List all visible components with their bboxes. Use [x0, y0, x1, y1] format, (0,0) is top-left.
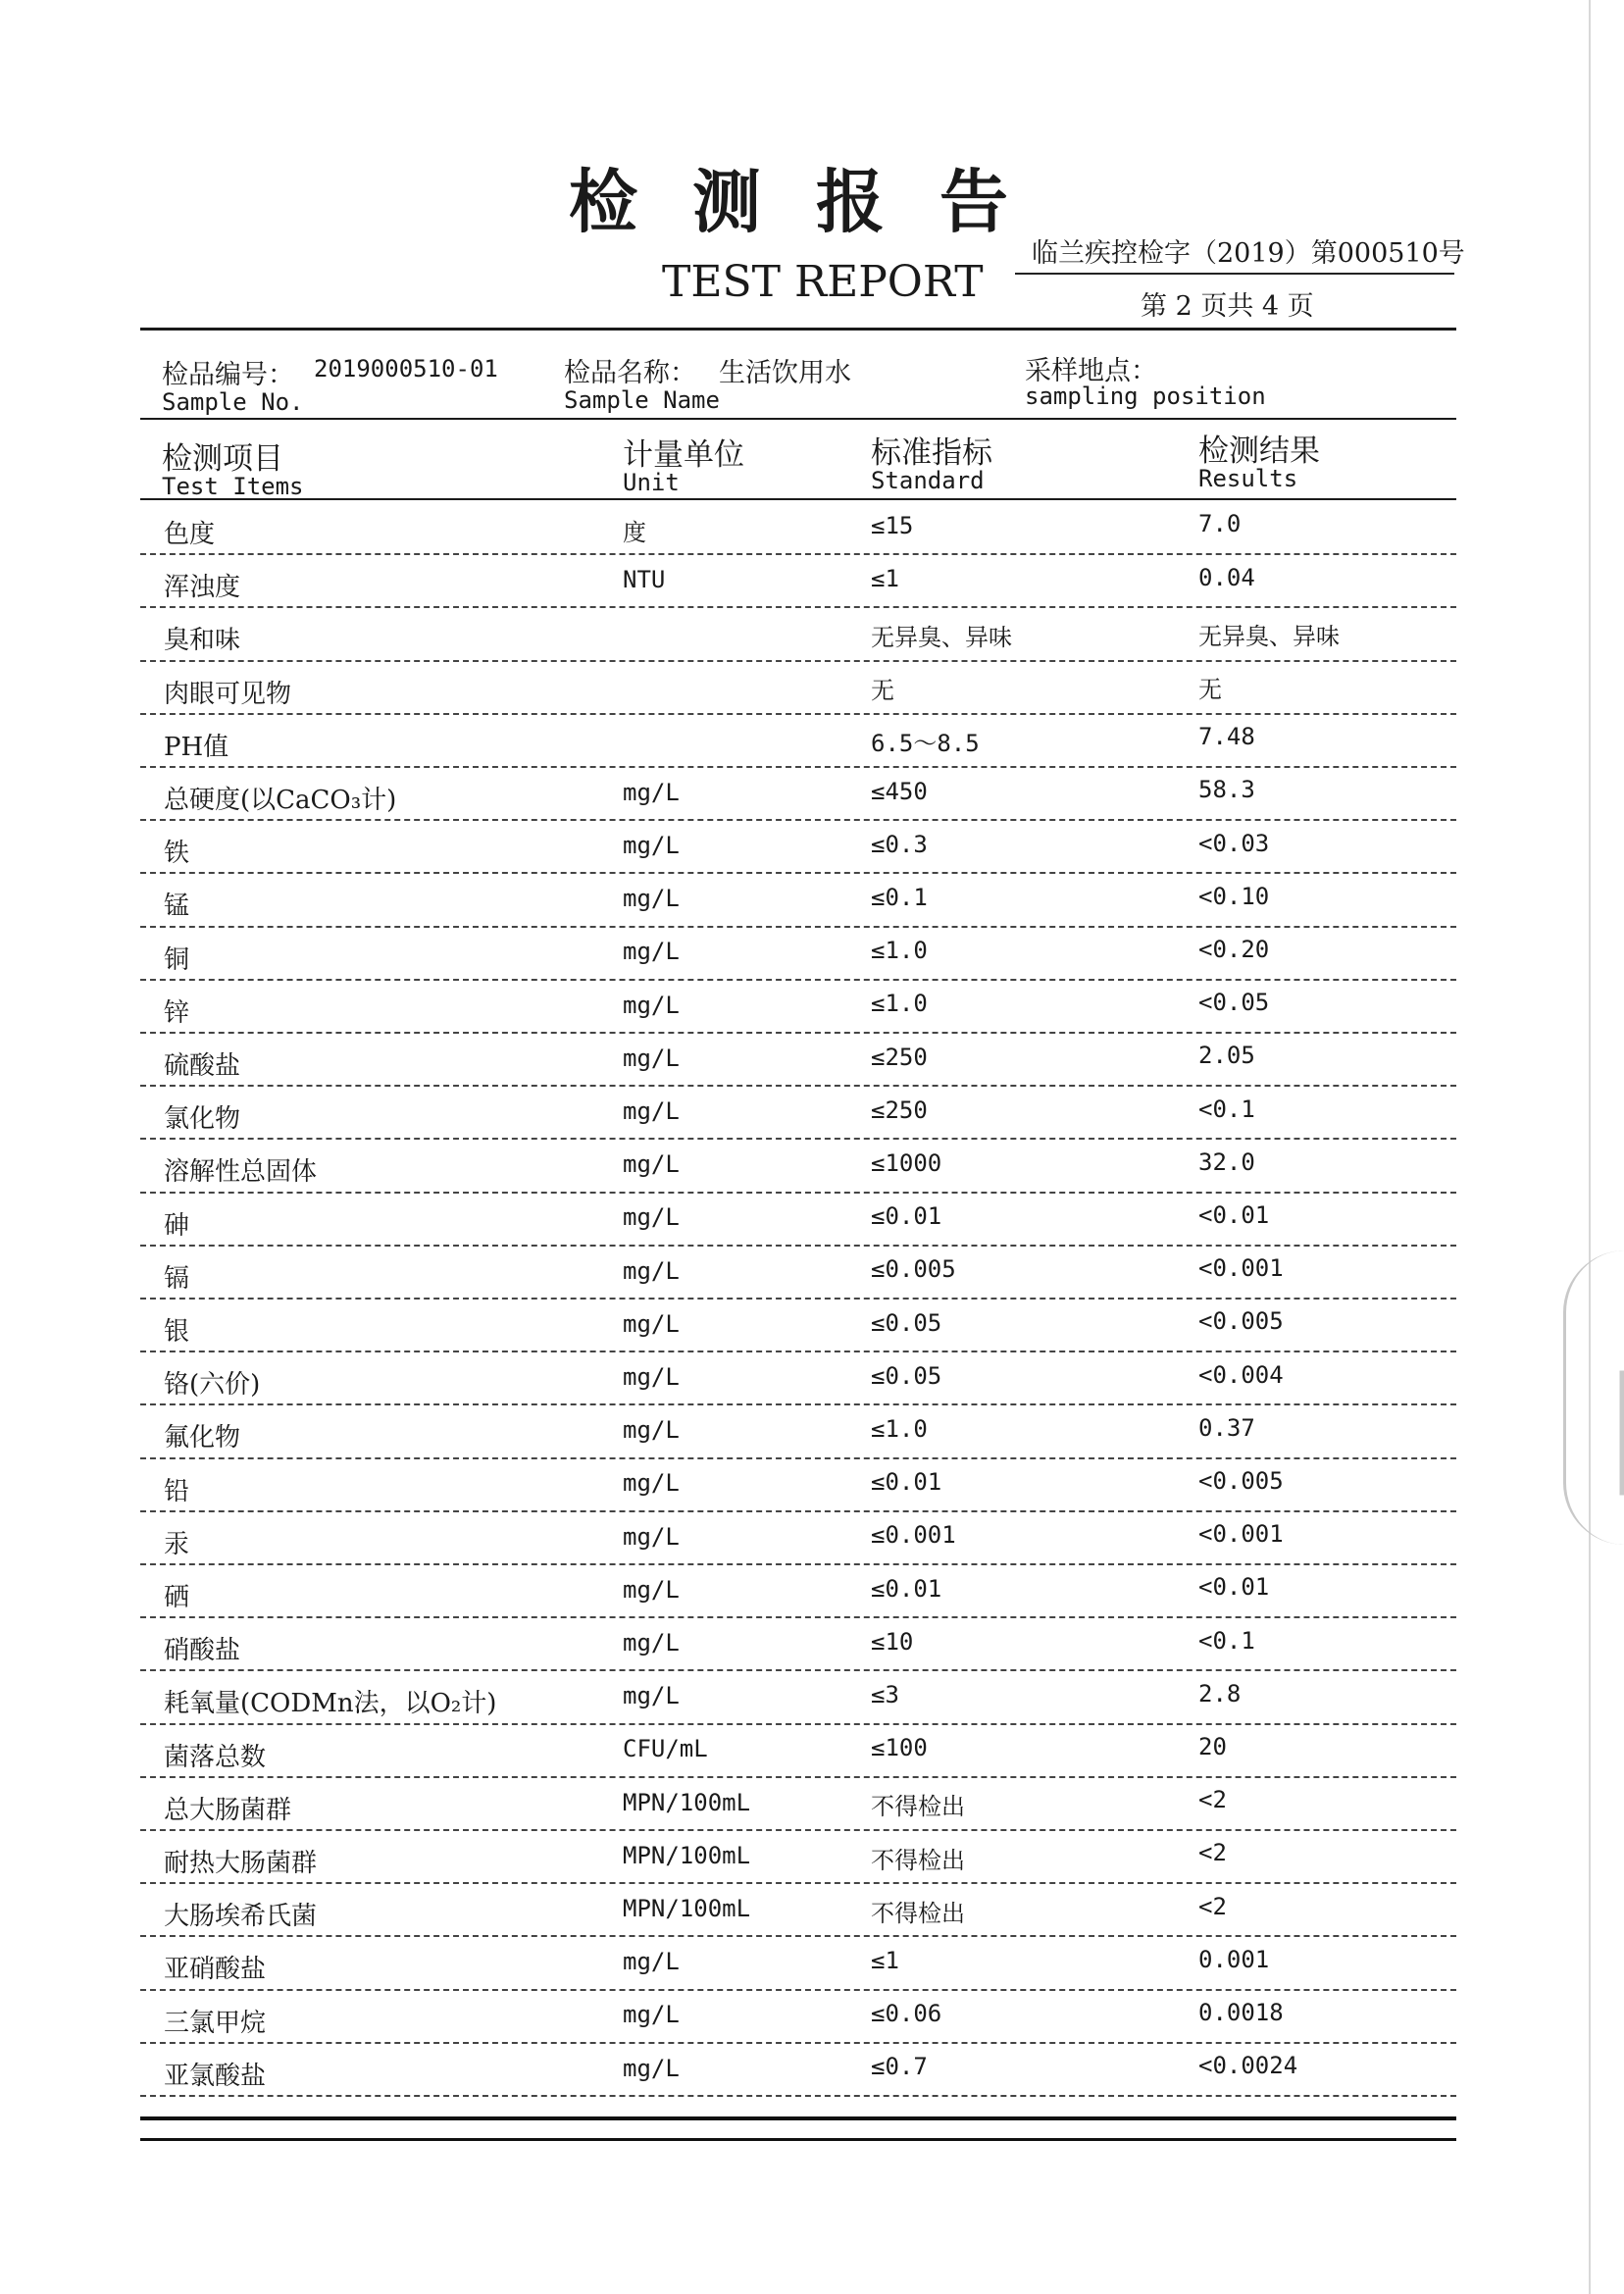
col-results-cn: 检测结果: [1198, 433, 1320, 469]
cell-item: 总大肠菌群: [164, 1795, 292, 1825]
report-title-en: TEST REPORT: [662, 257, 984, 307]
row-divider: [140, 766, 1456, 768]
cell-standard: ≤0.01: [871, 1574, 942, 1603]
cell-item: 氯化物: [164, 1104, 241, 1135]
cell-standard: ≤0.3: [871, 830, 928, 858]
cell-item: 镉: [164, 1263, 190, 1294]
col-standard-en: Standard: [871, 467, 985, 494]
row-divider: [140, 553, 1456, 555]
sample-no-label-en: Sample No.: [162, 388, 304, 416]
cell-unit: mg/L: [623, 1575, 680, 1604]
cell-standard: ≤1.0: [871, 990, 928, 1018]
page-number: 第 2 页共 4 页: [1141, 291, 1314, 322]
cell-result: 7.0: [1198, 510, 1242, 538]
col-items-en: Test Items: [162, 473, 304, 500]
cell-standard: ≤10: [871, 1627, 914, 1656]
cell-standard: ≤250: [871, 1043, 928, 1071]
cell-item: 锰: [164, 892, 190, 922]
cell-standard: ≤0.01: [871, 1202, 942, 1231]
cell-item: 亚硝酸盐: [164, 1955, 267, 1985]
cell-item: PH值: [164, 732, 229, 762]
cell-standard: ≤1.0: [871, 937, 928, 965]
cell-result: <0.10: [1198, 882, 1270, 910]
cell-result: <0.0024: [1198, 2052, 1298, 2080]
cell-item: 铁: [164, 839, 190, 869]
row-divider: [140, 1669, 1456, 1671]
cell-result: <0.005: [1198, 1467, 1284, 1495]
cell-unit: mg/L: [623, 1256, 680, 1285]
cell-unit: CFU/mL: [623, 1735, 708, 1763]
cell-result: <0.1: [1198, 1626, 1255, 1655]
cell-result: <0.005: [1198, 1307, 1284, 1336]
cell-standard: ≤0.05: [871, 1361, 942, 1390]
sampling-position-label-en: sampling position: [1025, 382, 1266, 410]
cell-standard: ≤1: [871, 1947, 899, 1974]
cell-standard: ≤15: [871, 511, 914, 539]
report-title-cn: 检测报告: [569, 161, 1063, 242]
cell-standard: ≤1: [871, 564, 899, 592]
cell-result: 32.0: [1198, 1147, 1255, 1176]
cell-result: <0.1: [1198, 1095, 1255, 1123]
cell-result: <0.20: [1198, 936, 1270, 963]
row-divider: [140, 2042, 1456, 2044]
cell-item: 铅: [164, 1476, 190, 1506]
row-divider: [140, 606, 1456, 608]
cell-result: <0.05: [1198, 989, 1270, 1017]
cell-standard: 无异臭、异味: [871, 624, 1012, 651]
cell-result: <2: [1198, 1786, 1227, 1814]
cell-item: 硫酸盐: [164, 1051, 241, 1081]
sample-name-label: 检品名称：: [564, 358, 696, 388]
cell-result: 0.001: [1198, 1945, 1270, 1973]
cell-item: 肉眼可见物: [164, 679, 292, 709]
row-divider: [140, 1351, 1456, 1352]
cell-result: 2.8: [1198, 1679, 1242, 1708]
cell-result: <0.004: [1198, 1360, 1284, 1389]
row-divider: [140, 1138, 1456, 1140]
cell-result: 7.48: [1198, 723, 1255, 751]
cell-unit: mg/L: [623, 1363, 680, 1391]
seal-stamp-fragment: [1563, 1250, 1624, 1545]
cell-result: 2.05: [1198, 1042, 1255, 1070]
row-divider: [140, 1882, 1456, 1884]
sample-name-value: 生活饮用水: [719, 358, 851, 388]
cell-result: <0.001: [1198, 1520, 1284, 1549]
cell-unit: mg/L: [623, 1522, 680, 1551]
cell-unit: mg/L: [623, 938, 680, 966]
cell-standard: ≤0.1: [871, 884, 928, 911]
cell-item: 大肠埃希氏菌: [164, 1902, 318, 1932]
row-divider: [140, 713, 1456, 715]
row-divider: [140, 1935, 1456, 1937]
row-divider: [140, 1403, 1456, 1405]
cell-item: 氟化物: [164, 1423, 241, 1453]
cell-standard: ≤100: [871, 1734, 928, 1762]
cell-item: 硒: [164, 1583, 190, 1612]
cell-item: 银: [164, 1317, 190, 1347]
row-divider: [140, 1510, 1456, 1512]
cell-standard: ≤1000: [871, 1149, 942, 1177]
cell-result: <2: [1198, 1892, 1227, 1920]
cell-unit: mg/L: [623, 778, 680, 806]
row-divider: [140, 1616, 1456, 1618]
column-header-rule: [140, 498, 1456, 500]
row-divider: [140, 1032, 1456, 1034]
cell-item: 色度: [164, 520, 216, 549]
cell-item: 耐热大肠菌群: [164, 1849, 318, 1878]
row-divider: [140, 979, 1456, 981]
cell-standard: ≤0.05: [871, 1308, 942, 1337]
sample-name-label-en: Sample Name: [564, 386, 720, 414]
cell-unit: mg/L: [623, 1097, 680, 1125]
cell-result: 0.0018: [1198, 1999, 1284, 2026]
col-standard-cn: 标准指标: [871, 435, 992, 471]
cell-unit: mg/L: [623, 991, 680, 1019]
cell-unit: mg/L: [623, 1309, 680, 1338]
cell-unit: 度: [623, 518, 646, 546]
cell-result: <2: [1198, 1839, 1227, 1867]
cell-unit: NTU: [623, 566, 666, 593]
row-divider: [140, 926, 1456, 928]
cell-standard: ≤1.0: [871, 1415, 928, 1443]
cell-item: 总硬度(以CaCO₃计): [164, 786, 397, 815]
cell-standard: ≤450: [871, 777, 928, 805]
cell-unit: MPN/100mL: [623, 1895, 751, 1922]
cell-unit: mg/L: [623, 1682, 680, 1710]
cell-standard: ≤3: [871, 1681, 899, 1708]
cell-standard: ≤0.005: [871, 1255, 956, 1284]
sample-no-value: 2019000510-01: [314, 355, 498, 382]
cell-item: 耗氧量(CODMn法，以O₂计): [164, 1689, 497, 1719]
sample-rule: [140, 418, 1456, 420]
row-divider: [140, 1298, 1456, 1300]
col-unit-en: Unit: [623, 469, 680, 496]
cell-standard: 不得检出: [871, 1846, 965, 1874]
page-edge: [1589, 0, 1591, 2294]
cell-item: 浑浊度: [164, 573, 241, 603]
cell-standard: ≤0.01: [871, 1468, 942, 1497]
col-unit-cn: 计量单位: [623, 437, 744, 473]
row-divider: [140, 1192, 1456, 1194]
document-number-underline: [1015, 273, 1454, 275]
row-divider: [140, 872, 1456, 874]
cell-unit: mg/L: [623, 1629, 680, 1657]
row-divider: [140, 1829, 1456, 1831]
row-divider: [140, 1723, 1456, 1725]
row-divider: [140, 660, 1456, 662]
cell-unit: mg/L: [623, 1948, 680, 1976]
cell-result: <0.01: [1198, 1201, 1270, 1229]
cell-unit: mg/L: [623, 1416, 680, 1445]
cell-standard: ≤0.06: [871, 2000, 942, 2028]
cell-item: 菌落总数: [164, 1742, 267, 1772]
row-divider: [140, 1563, 1456, 1565]
row-divider: [140, 1245, 1456, 1247]
cell-unit: mg/L: [623, 2054, 680, 2082]
cell-standard: 6.5～8.5: [871, 730, 980, 758]
cell-item: 硝酸盐: [164, 1636, 241, 1666]
cell-unit: MPN/100mL: [623, 1788, 751, 1816]
header-rule: [140, 328, 1456, 331]
cell-item: 锌: [164, 997, 190, 1028]
cell-item: 三氯甲烷: [164, 2008, 267, 2038]
cell-item: 臭和味: [164, 626, 241, 656]
cell-item: 铬(六价): [164, 1370, 261, 1401]
cell-standard: 无: [871, 677, 894, 705]
cell-unit: mg/L: [623, 1469, 680, 1498]
row-divider: [140, 1776, 1456, 1778]
cell-unit: mg/L: [623, 1203, 680, 1232]
page-footer-rule: [140, 2138, 1456, 2141]
cell-item: 砷: [164, 1210, 190, 1241]
cell-item: 溶解性总固体: [164, 1157, 318, 1188]
row-divider: [140, 1457, 1456, 1459]
cell-standard: ≤0.001: [871, 1521, 956, 1550]
cell-unit: mg/L: [623, 885, 680, 913]
col-items-cn: 检测项目: [162, 441, 283, 477]
row-divider: [140, 1085, 1456, 1087]
cell-item: 亚氯酸盐: [164, 2061, 267, 2091]
cell-result: <0.001: [1198, 1254, 1284, 1283]
cell-result: <0.03: [1198, 829, 1270, 857]
col-results-en: Results: [1198, 465, 1298, 492]
cell-result: 无: [1198, 676, 1222, 703]
cell-unit: MPN/100mL: [623, 1841, 751, 1869]
cell-unit: mg/L: [623, 1150, 680, 1179]
cell-result: 20: [1198, 1733, 1227, 1760]
cell-unit: mg/L: [623, 2001, 680, 2029]
cell-item: 铜: [164, 944, 190, 975]
row-divider: [140, 819, 1456, 821]
cell-standard: 不得检出: [871, 1793, 965, 1821]
cell-result: <0.01: [1198, 1573, 1270, 1602]
sample-no-label: 检品编号：: [162, 360, 294, 390]
cell-standard: ≤0.7: [871, 2053, 928, 2081]
cell-unit: mg/L: [623, 832, 680, 859]
row-divider: [140, 1989, 1456, 1991]
document-number: 临兰疾控检字（2019）第000510号: [1032, 238, 1465, 269]
cell-item: 汞: [164, 1529, 190, 1559]
sampling-position-label: 采样地点：: [1025, 356, 1157, 386]
cell-result: 0.04: [1198, 563, 1255, 591]
cell-unit: mg/L: [623, 1044, 680, 1072]
cell-result: 58.3: [1198, 776, 1255, 804]
cell-standard: ≤250: [871, 1096, 928, 1124]
cell-standard: 不得检出: [871, 1899, 965, 1927]
cell-result: 无异臭、异味: [1198, 622, 1340, 650]
cell-result: 0.37: [1198, 1413, 1255, 1442]
table-bottom-rule: [140, 2116, 1456, 2120]
row-divider: [140, 2095, 1456, 2097]
